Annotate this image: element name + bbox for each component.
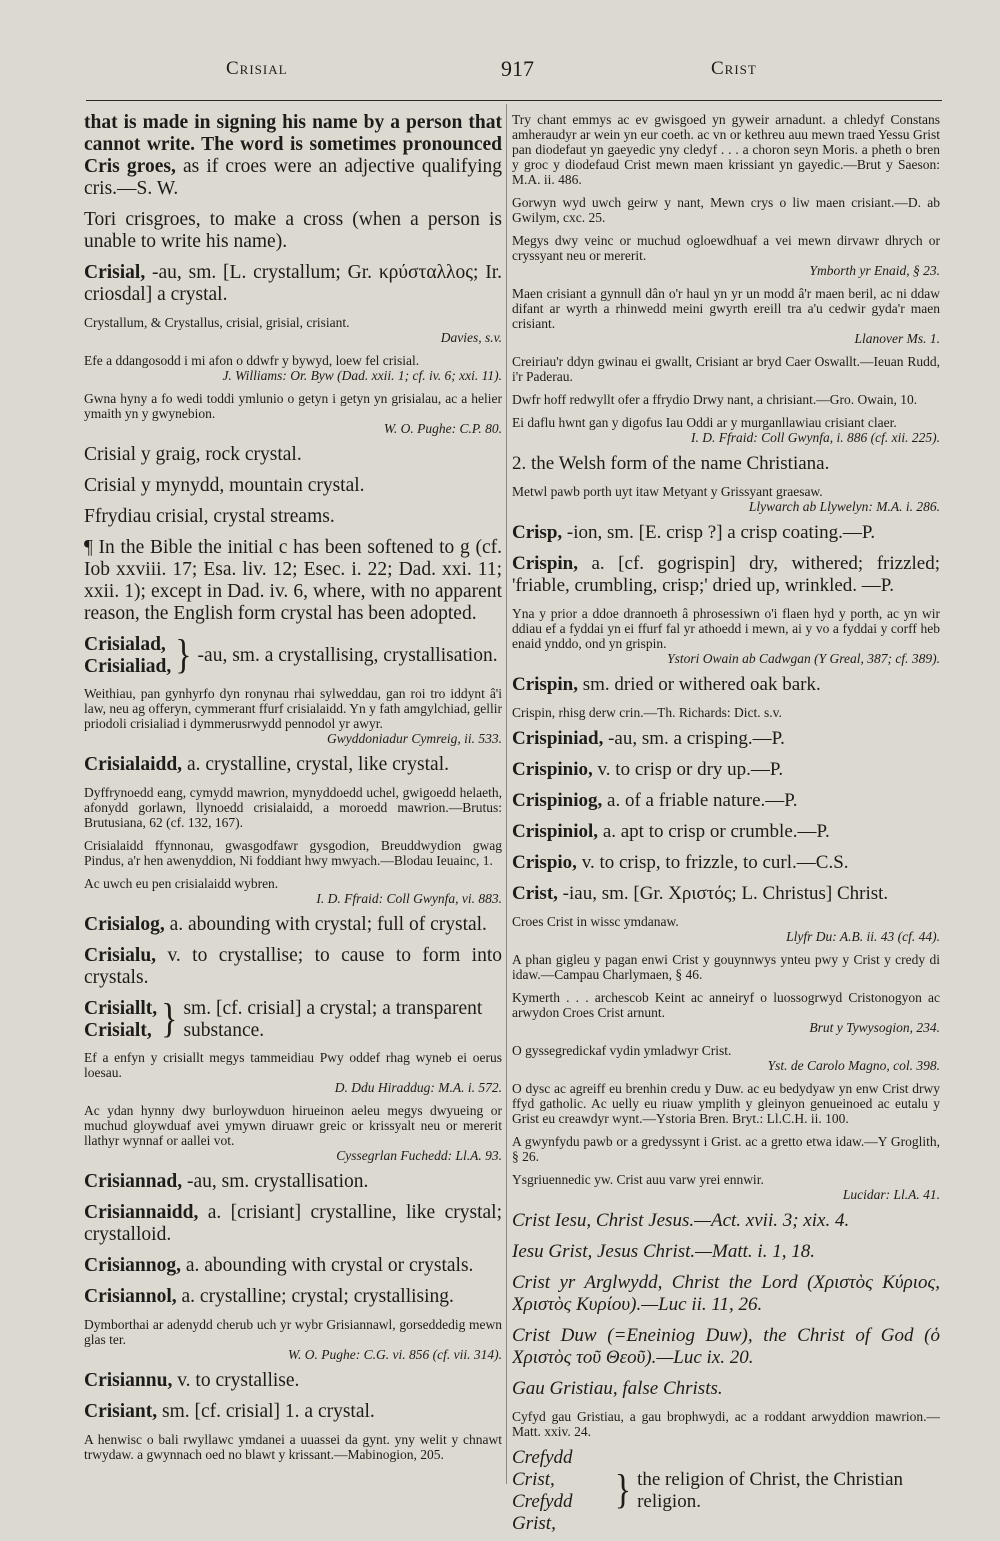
entry-crisiannog: Crisiannog, a. abounding with crystal or crystals. [84,1255,474,1276]
citation-text: Efe a ddangosodd i mi afon o ddwfr y bywyd, loew fel crisial. [84,353,420,368]
citation [84,353,502,383]
citation-text: O gyssegredickaf vydin ymladwyr Crist. [512,1043,732,1058]
citation-source: J. Williams: Or. Byw (Dad. xxii. 1; cf. iv. 6; xxi. 11). [222,368,502,383]
headword: Crispin, [512,553,578,574]
citation-text: O dysc ac agreiff eu brenhin credu y Duw. ac eu bedydyaw yn enw Crist drwy ffyd gatholic. Ac uelly eu riuaw ymplith y gleinyon genueinoed ac eutalu y Grist eu creawdyr wynt.—Ystoria Bren. Bryt.: Ll.C.H. ii. 100. [512,1081,940,1126]
entry-crisiallt [84,998,502,1042]
citation-text: Ysgriuennedic yw. Crist auu varw yrei ennwir. [512,1172,764,1187]
citation-text: Ei daflu hwnt gan y digofus Iau Oddi ar y murganllawiau crisiant claer. [512,415,897,430]
citation [512,606,940,666]
entry-crispinio: Crispinio, v. to crisp or dry up.—P. [512,759,784,780]
headword: Crisiannol, [84,1286,177,1307]
citation-text: Ac ydan hynny dwy burloywduon hirueinon aeleu megys dwyueing or muchud gloywduaf avei ymywn diruawr greic or krissyalt neu or mererit llathyr wynnaf or aallei vot. [84,1103,502,1148]
citation-text: Dyffrynoedd eang, cymydd mawrion, mynyddoedd uchel, gwigoedd helaeth, afonydd gorlawn, llynoedd crisialaidd, a moroedd mawrion.—Brutus: Brutusiana, 62 (cf. 132, 167). [84,785,502,830]
entry-crisialog: Crisialog, a. abounding with crystal; full of crystal. [84,914,487,935]
citation-text: Ef a enfyn y crisiallt megys tammeidiau Pwy oddef rhag wyneb ei oerus loesau. [84,1050,502,1080]
right-column [512,112,940,1532]
citation [512,705,940,720]
headword: Crisialt, [84,1020,152,1041]
left-column [84,112,502,1532]
headword: Crispin, [512,674,578,695]
sub-entry-crist-yr-arglwydd: Crist yr Arglwydd, Christ the Lord (Χριστὸς Κύριος, Χριστὸς Κυρίου).—Luc ii. 11, 26. [512,1272,940,1315]
citation [512,233,940,278]
citation-source: Ystori Owain ab Cadwgan (Y Greal, 387; cf. 389). [667,651,940,666]
citation [84,1103,502,1163]
entry-crisiant: Crisiant, sm. [cf. crisial] 1. a crystal. [84,1401,375,1422]
definition: sm. [cf. crisial] a crystal; a transparent substance. [183,998,483,1041]
citation-text: Weithiau, pan gynhyrfo dyn ronynau rhai sylweddau, gan roi tro iddynt â'i law, neu ag offeryn, cymmerant ffurf crisialaidd. Yn y fath amgylchiad, gellir priodoli crisialiad i dymmerusrwydd pennodol yr awyr. [84,686,502,731]
citation-text: Creiriau'r ddyn gwinau ei gwallt, Crisiant ar bryd Caer Oswallt.—Ieuan Rudd, i'r Paderau. [512,354,940,384]
citation-text: Megys dwy veinc or muchud ogloewdhuaf a vei mewn dirvawr dhrych or cryssyant neu or mererit. [512,233,940,263]
sub-entry-crist-duw: Crist Duw (=Eneiniog Duw), the Christ of God (ὁ Χριστὸς τοῦ Θεοῦ).—Luc ix. 20. [512,1325,940,1368]
definition: -au, sm. a crystallising, crystallisation. [197,645,498,666]
headword: Crisialiad, [84,656,172,677]
entry-crisiannol: Crisiannol, a. crystalline; crystal; crystallising. [84,1286,454,1307]
entry-crisialaidd: Crisialaidd, a. crystalline, crystal, like crystal. [84,754,450,775]
citation [512,952,940,982]
citation-text: Crispin, rhisg derw crin.—Th. Richards: Dict. s.v. [512,705,782,720]
headword: Crispiniad, [512,728,604,749]
citation [84,315,502,345]
sub-entry-ffrydiau-crisial: Ffrydiau crisial, crystal streams. [84,506,335,527]
entry-crisiannad: Crisiannad, -au, sm. crystallisation. [84,1171,369,1192]
citation [512,1172,940,1202]
entry-crisialad [84,634,502,678]
entry-crispin-adj: Crispin, a. [cf. gogrispin] dry, withered; frizzled; 'friable, crumbling, crisp;' dried up, wrinkled. —P. [512,553,940,596]
citation [84,686,502,746]
sub-entry-crisial-y-mynydd: Crisial y mynydd, mountain crystal. [84,475,365,496]
citation-text: Cyfyd gau Gristiau, a gau brophwydi, ac a roddant arwyddion mawrion.—Matt. xxiv. 24. [512,1409,940,1439]
sub-entry-gau-gristiau: Gau Gristiau, false Christs. [512,1378,723,1399]
citation-text: A gwynfydu pawb or a gredyssynt i Grist. ac a gretto etwa idaw.—Y Groglith, § 26. [512,1134,940,1164]
citation-text: Kymerth . . . archescob Keint ac anneiryf o luossogrwyd Cristonogyon ac arwydon Croes Crist arnunt. [512,990,940,1020]
citation [512,286,940,346]
citation-source: W. O. Pughe: C.G. vi. 856 (cf. vii. 314). [288,1347,502,1362]
definition: the religion of Christ, the Christian religion. [637,1469,904,1512]
citation-text: Gorwyn wyd uwch geirw y nant, Mewn crys o liw maen crisiant.—D. ab Gwilym, cxc. 25. [512,195,940,225]
citation [84,838,502,868]
sub-entry-crisial-y-graig: Crisial y graig, rock crystal. [84,444,302,465]
entry-crispiniad: Crispiniad, -au, sm. a crisping.—P. [512,728,785,749]
citation [512,1409,940,1439]
citation [84,785,502,830]
citation-source: Brut y Tywysogion, 234. [809,1020,940,1035]
citation [512,112,940,187]
citation [84,391,502,436]
headword: Crisialad, [84,634,166,655]
headword: Crispiniog, [512,790,603,811]
entry-crispiniog: Crispiniog, a. of a friable nature.—P. [512,790,798,811]
entry-crispio: Crispio, v. to crisp, to frizzle, to curl.—C.S. [512,852,849,873]
sense-christiana: 2. the Welsh form of the name Christiana. [512,453,830,474]
entry-crispiniol: Crispiniol, a. apt to crisp or crumble.—P. [512,821,830,842]
sub-entry-tori-crisgroes: Tori crisgroes, to make a cross (when a person is unable to write his name). [84,209,502,252]
citation [512,195,940,225]
citation [512,354,940,384]
entry-continuation: that is made in signing his name by a person that cannot write. The word is sometimes pronounced Cris groes, as if croes were an adjective qualifying cris.—S. W. [84,112,502,199]
citation-source: Cyssegrlan Fuchedd: Ll.A. 93. [336,1148,502,1163]
citation-source: D. Ddu Hiraddug: M.A. i. 572. [334,1080,502,1095]
headword: Crisiannad, [84,1171,183,1192]
headword: Crispiniol, [512,821,599,842]
citation [512,1043,940,1073]
entry-crist: Crist, -iau, sm. [Gr. Χριστός; L. Christus] Christ. [512,883,889,904]
citation [512,990,940,1035]
page-number: 917 [501,56,534,81]
entry-crisialu: Crisialu, v. to crystallise; to cause to form into crystals. [84,945,502,988]
sub-entry-crist-iesu: Crist Iesu, Christ Jesus.—Act. xvii. 3; xix. 4. [512,1210,850,1231]
citation-source: Yst. de Carolo Magno, col. 398. [767,1058,940,1073]
citation-text: Dwfr hoff redwyllt ofer a ffrydio Drwy nant, a chrisiant.—Gro. Owain, 10. [512,392,918,407]
entry-crisiannu: Crisiannu, v. to crystallise. [84,1370,300,1391]
entry-crispin-noun: Crispin, sm. dried or withered oak bark. [512,674,821,695]
citation-source: Ymborth yr Enaid, § 23. [809,263,940,278]
citation-text: Maen crisiant a gynnull dân o'r haul yn yr un modd â'r maen beril, ac ni ddaw difant ar wyrth a rhinwedd meini gwyrth ereill tra a'u cedwir gyda'r maen crisiant. [512,286,940,331]
citation-text: Metwl pawb porth uyt itaw Metyant y Grissyant graesaw. [512,484,823,499]
citation-source: Llywarch ab Llywelyn: M.A. i. 286. [748,499,940,514]
citation [512,415,940,445]
citation-text: Yna y prior a ddoe drannoeth â phrosessiwn o'i flaen hyd y porth, ac yn wir ddiau ef a fyddai yn ei ffurf fal yr athoedd i mewn, ai y vo a fyddai y corff heb enaid ynddo, ond yn grispin. [512,606,940,651]
citation-source: Davies, s.v. [440,330,502,345]
citation [84,1432,502,1462]
citation-text: Crisialaidd ffynnonau, gwasgodfawr gysgodion, Breuddwydion gwag Pindus, a'r hen awenyddion, Ni foddiant hwy mwyach.—Blodau Ieuainc, 1. [84,838,502,868]
sub-entry-iesu-grist: Iesu Grist, Jesus Christ.—Matt. i. 1, 18. [512,1241,815,1262]
citation-source: Gwyddoniadur Cymreig, ii. 533. [327,731,502,746]
citation [84,1050,502,1095]
citation [512,914,940,944]
headword: Crisp, [512,522,563,543]
citation-text: A phan gigleu y pagan enwi Crist y gouynnwys ynteu pwy y Crist y credy di idaw.—Campau Charlymaen, § 46. [512,952,940,982]
headword: Crist, [512,883,558,904]
brace-icon: } [161,997,178,1042]
citation [512,1134,940,1164]
entry-crisial: Crisial, -au, sm. [L. crystallum; Gr. κρύσταλλος; Ir. criosdal] a crystal. [84,262,502,305]
headword: Crisialu, [84,945,157,966]
entry-crisp: Crisp, -ion, sm. [E. crisp ?] a crisp coating.—P. [512,522,876,543]
column-divider [506,104,507,1484]
citation [512,484,940,514]
headword: Crisialog, [84,914,165,935]
citation-text: Crystallum, & Crystallus, crisial, grisial, crisiant. [84,315,350,330]
headword: Crefydd Crist, [512,1447,573,1490]
citation-source: W. O. Pughe: C.P. 80. [383,421,502,436]
headword: that is made in signing his name by a person that cannot write. The word is sometimes pronounced Cris groes, [84,112,502,177]
brace-icon: } [175,633,192,678]
right-guide-word: Crist [711,58,757,79]
headword: Crisial, [84,262,146,283]
citation-text: A henwisc o bali rwyllawc ymdanei a uuassei da gynt. yny welit y chnawt trwydaw. a gwynnach oed no blawt y krissant.—Mabinogion, 205. [84,1432,502,1462]
citation [512,392,940,407]
citation [512,1081,940,1126]
headword: Crisiallt, [84,998,158,1019]
citation-text: Ac uwch eu pen crisialaidd wybren. [84,876,279,891]
citation-source: Lucidar: Ll.A. 41. [842,1187,940,1202]
headword: Crefydd Grist, [512,1491,573,1532]
citation-source: I. D. Ffraid: Coll Gwynfa, vi. 883. [316,891,502,906]
headword: Crisiannu, [84,1370,173,1391]
citation-source: Llanover Ms. 1. [854,331,940,346]
citation [84,1317,502,1362]
left-guide-word: Crisial [226,58,288,79]
citation-source: I. D. Ffraid: Coll Gwynfa, i. 886 (cf. xii. 225). [691,430,940,445]
headword: Crisiannog, [84,1255,181,1276]
headword: Crisialaidd, [84,754,183,775]
citation-text: Dymborthai ar adenydd cherub uch yr wybr Grisiannawl, gorseddedig mewn glas ter. [84,1317,502,1347]
headword: Crispinio, [512,759,593,780]
citation [84,876,502,906]
entry-crefydd-crist [512,1447,940,1532]
citation-text: Croes Crist in wissc ymdanaw. [512,914,679,929]
headword: Crisiannaidd, [84,1202,199,1223]
headword: Crispio, [512,852,577,873]
citation-text: Gwna hyny a fo wedi toddi ymlunio o getyn i getyn yn grisialau, ac a helier ymaith yn y gwynebion. [84,391,502,421]
headword: Crisiant, [84,1401,158,1422]
bible-note: ¶ In the Bible the initial c has been softened to g (cf. Iob xxviii. 17; Esa. liv. 12; Esec. i. 22; Dad. xxi. 11; xxii. 1); except in Dad. iv. 6, where, with no apparent reason, the English form crystal has been adopted. [84,537,502,624]
citation-source: Llyfr Du: A.B. ii. 43 (cf. 44). [786,929,940,944]
header-rule [86,100,942,101]
citation-text: Try chant emmys ac ev gwisgoed yn gyweir arnadunt. a chledyf Constans amheraudyr ar wein yn eur coeth. ac vn or kethreu auu mewn traed Yessu Grist pan diodefaut yn gaeyedic yny cledyf . . . a choron seyn Moris. a pheth o bren y groc y diodefaud Crist mewn maen krissiant yn gayedic.—Brut y Saeson: M.A. ii. 486. [512,112,940,187]
running-head [86,58,942,88]
brace-icon: } [614,1468,632,1513]
entry-crisiannaidd: Crisiannaidd, a. [crisiant] crystalline, like crystal; crystalloid. [84,1202,502,1245]
